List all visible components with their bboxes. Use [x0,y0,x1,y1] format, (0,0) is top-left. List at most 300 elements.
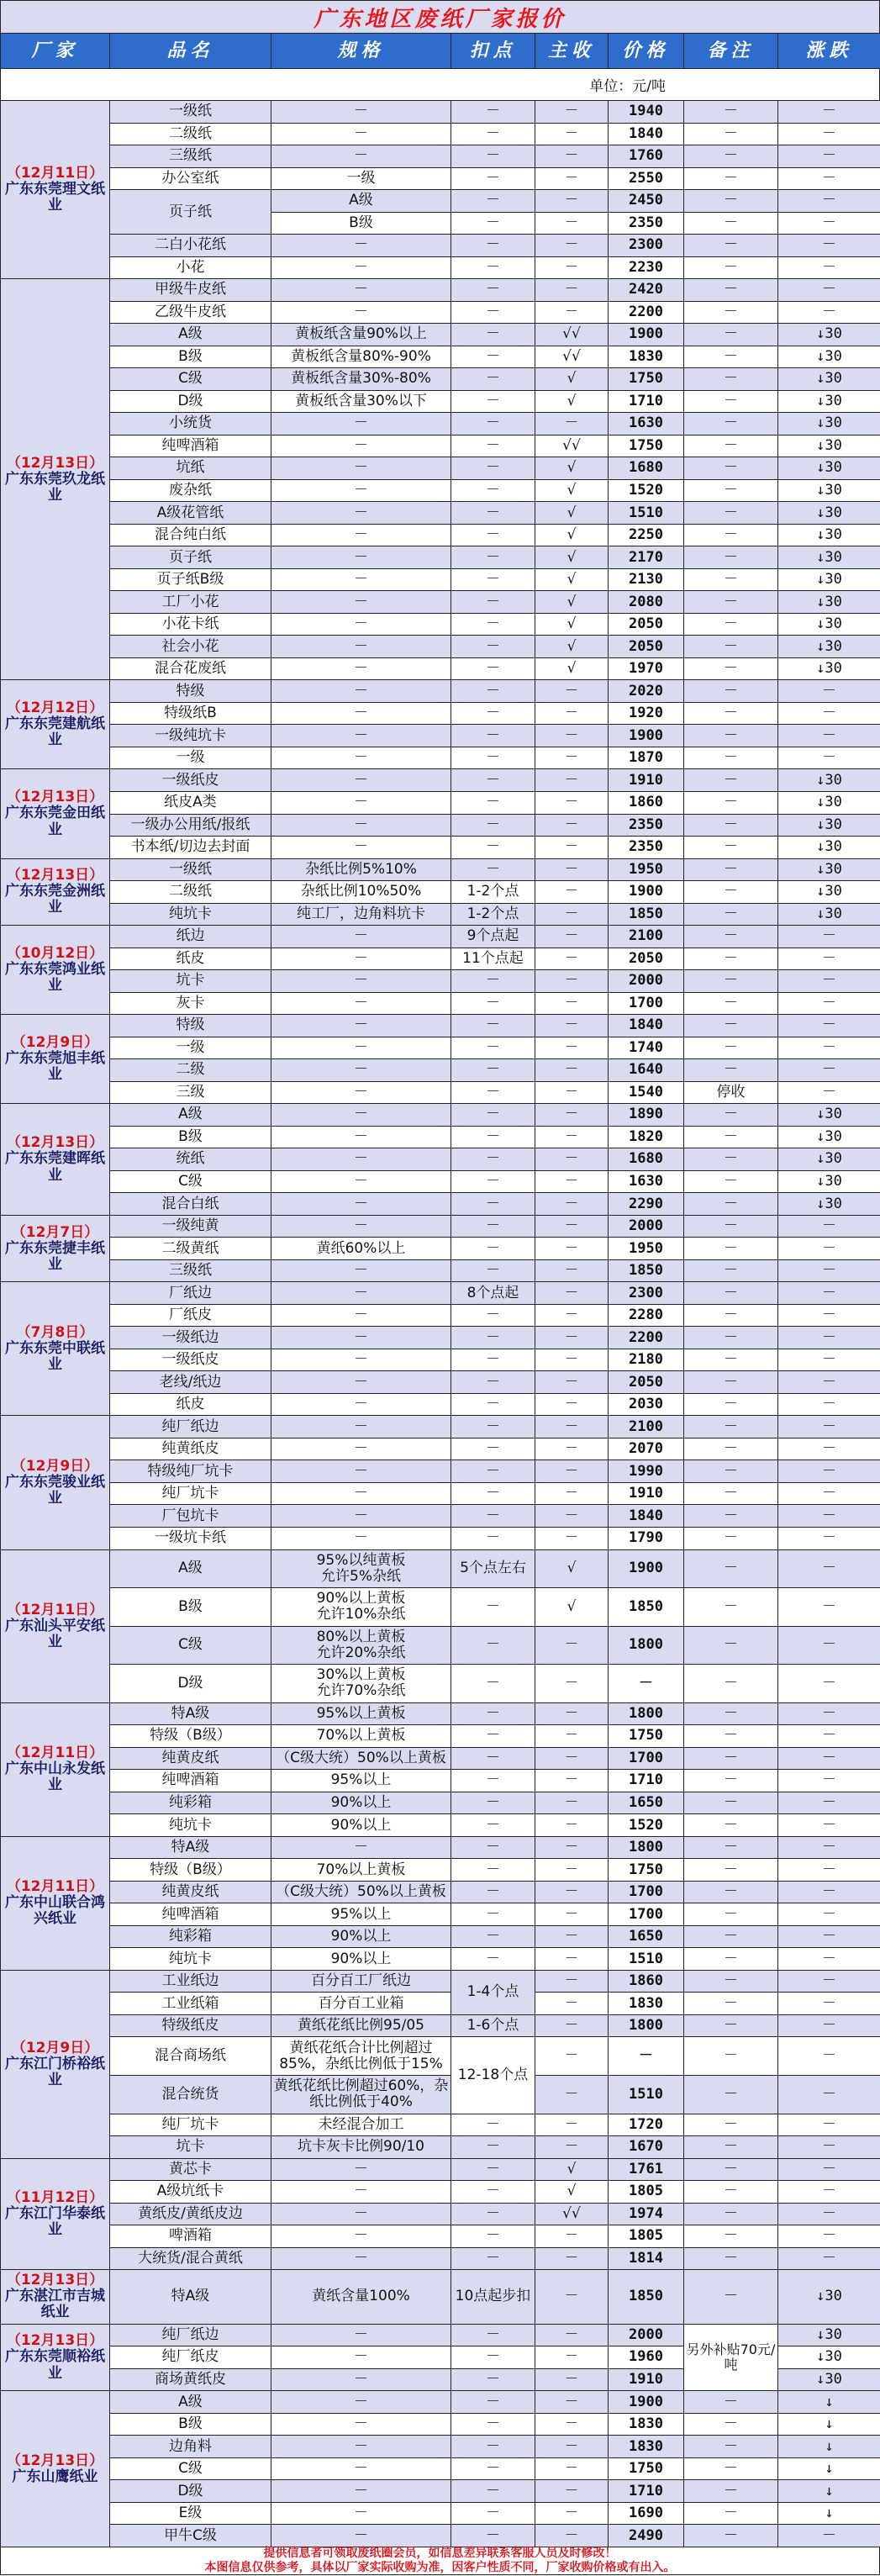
deduction-cell: － [451,2369,535,2392]
spec-cell: － [271,658,451,681]
company-cell [1,1015,110,1104]
spec-cell: 95%以上黄板 [271,1703,451,1726]
product-name: A级花管纸 [110,502,271,525]
deduction-cell: － [451,502,535,525]
product-name: 一级纸皮 [110,1349,271,1372]
change-cell: － [778,1837,880,1860]
price-cell: 1750 [609,435,684,458]
main-collect-cell: － [535,1665,609,1703]
product-name: 纯彩箱 [110,1926,271,1949]
price-cell: 2080 [609,591,684,614]
main-collect-cell: － [535,815,609,837]
spec-cell: － [271,2325,451,2347]
spec-cell: 坑卡灰卡比例90/10 [271,2136,451,2159]
remark-cell: － [684,1703,778,1726]
change-cell: － [778,1993,880,2015]
change-cell: － [778,703,880,726]
price-cell: 1950 [609,859,684,882]
remark-cell: － [684,2204,778,2226]
price-cell: 1830 [609,2436,684,2458]
deduction-cell: － [451,391,535,414]
change-cell: － [778,257,880,280]
change-cell: － [778,2136,880,2159]
company-cell [1,2325,110,2392]
remark-cell: － [684,591,778,614]
deduction-cell: － [451,279,535,302]
change-cell: ↓30 [778,391,880,414]
spec-cell: （C级大统）50%以上黄板 [271,1748,451,1771]
product-name: 厂包坑卡 [110,1505,271,1528]
remark-cell: － [684,1327,778,1349]
company-name: 广东中山永发纸业 [5,1760,105,1794]
main-collect-cell: － [535,2458,609,2481]
spec-cell: － [271,101,451,124]
remark-cell: － [684,1926,778,1949]
main-collect-cell: － [535,1948,609,1971]
main-collect-cell: － [535,1037,609,1060]
main-collect-cell: － [535,1837,609,1860]
spec-cell: B级 [271,213,451,235]
spec-cell: － [271,2414,451,2436]
deduction-cell: － [451,2225,535,2248]
product-name: 工厂小花 [110,591,271,614]
spec-cell: － [271,2525,451,2547]
price-cell: 1840 [609,1505,684,1528]
deduction-cell: － [451,1460,535,1483]
company-date: （12月7日） [11,1223,99,1241]
product-name: 边角料 [110,2436,271,2458]
change-cell: － [778,190,880,213]
remark-cell: － [684,257,778,280]
change-cell: ↓30 [778,368,880,391]
change-cell: － [778,1238,880,1260]
remark-cell: － [684,1171,778,1194]
price-cell: 2000 [609,2325,684,2347]
company-name: 广东山鹰纸业 [12,2468,98,2485]
remark-cell: － [684,1238,778,1260]
product-name: 混合花废纸 [110,658,271,681]
deduction-cell: － [451,658,535,681]
change-cell: － [778,1903,880,1926]
price-cell: 1920 [609,703,684,726]
product-name: A级 [110,2391,271,2414]
main-collect-cell: √ [535,480,609,503]
remark-cell: － [684,1770,778,1792]
main-collect-cell: － [535,792,609,815]
product-name: 小花 [110,257,271,280]
spec-cell: － [271,235,451,257]
spec-cell: 黄纸花纸合计比例超过85%，杂纸比例低于15% [271,2037,451,2076]
spec-cell: － [271,413,451,435]
change-cell: ↓ [778,2458,880,2481]
remark-cell: － [684,324,778,346]
product-name: 纯厂纸边 [110,2325,271,2347]
deduction-cell: － [451,2391,535,2414]
main-collect-cell: √ [535,2159,609,2182]
main-collect-cell: － [535,837,609,859]
deduction-cell: 8个点起 [451,1282,535,1305]
change-cell: － [778,168,880,191]
price-cell: 1750 [609,368,684,391]
change-cell: － [778,1282,880,1305]
price-cell: 1510 [609,1948,684,1971]
main-collect-cell: － [535,1748,609,1771]
spec-cell: 95%以纯黄板 允许5%杂纸 [271,1550,451,1589]
deduction-cell: － [451,1588,535,1627]
deduction-cell: － [451,2325,535,2347]
main-collect-cell: － [535,680,609,703]
price-cell: 2280 [609,1305,684,1328]
product-name: 纯厂纸皮 [110,2346,271,2369]
change-cell: － [778,1082,880,1105]
remark-cell: － [684,213,778,235]
footer-line-2: 本图信息仅供参考，具体以厂家实际收购为准，因客户性质不同，厂家收购价格或有出入。 [204,2561,676,2574]
deduction-cell: － [451,1059,535,1082]
price-cell: 1650 [609,1792,684,1815]
price-cell: 1860 [609,792,684,815]
main-collect-cell: － [535,1015,609,1037]
product-name: 一级办公用纸/报纸 [110,815,271,837]
price-cell: 1680 [609,457,684,480]
remark-cell: － [684,2225,778,2248]
remark-cell: － [684,368,778,391]
deduction-cell: － [451,2248,535,2271]
company-name: 广东东莞玖龙纸业 [5,470,105,504]
company-date: （12月9日） [11,1034,99,1052]
price-cell: 2170 [609,546,684,569]
change-cell: ↓30 [778,2346,880,2369]
company-name: 广东湛江市吉城纸业 [5,2288,105,2321]
deduction-cell: － [451,101,535,124]
product-name: 小统货 [110,413,271,435]
company-name: 广东东莞理文纸业 [5,181,105,214]
product-name: C级 [110,2458,271,2481]
product-name: 纯啤酒箱 [110,1770,271,1792]
remark-cell: － [684,1792,778,1815]
main-collect-cell: － [535,168,609,191]
main-collect-cell: － [535,1882,609,1904]
spec-cell: A级 [271,190,451,213]
header-change: 涨跌 [778,34,880,69]
price-cell: 1680 [609,1148,684,1171]
product-name: 甲级牛皮纸 [110,279,271,302]
deduction-cell: － [451,413,535,435]
deduction-cell: － [451,970,535,993]
product-name: B级 [110,2414,271,2436]
product-name: 纯黄纸皮 [110,1438,271,1461]
spec-cell: － [271,525,451,547]
change-cell: ↓30 [778,2270,880,2325]
remark-cell: － [684,881,778,904]
spec-cell: 70%以上黄板 [271,1725,451,1748]
price-cell: 1750 [609,1725,684,1748]
change-cell: ↓30 [778,792,880,815]
deduction-cell: － [451,1148,535,1171]
company-cell [1,926,110,1015]
change-cell: ↓30 [778,881,880,904]
main-collect-cell: － [535,235,609,257]
deduction-cell: － [451,1015,535,1037]
price-cell: 1750 [609,1859,684,1882]
company-cell [1,1550,110,1703]
spec-cell: － [271,302,451,325]
main-collect-cell: √ [535,636,609,658]
deduction-cell: － [451,2525,535,2547]
unit-label: 单位：元/吨 [0,69,880,101]
product-name: 商场黄纸皮 [110,2369,271,2392]
price-cell: 1900 [609,725,684,747]
main-collect-cell: － [535,1770,609,1792]
product-name: A级 [110,1104,271,1127]
remark-cell: － [684,1859,778,1882]
change-cell: － [778,1305,880,1328]
main-collect-cell: － [535,1305,609,1328]
price-cell: 1510 [609,2076,684,2114]
remark-cell: － [684,948,778,971]
deduction-cell: － [451,1260,535,1283]
header-spec: 规格 [271,34,451,69]
deduction-cell: － [451,1127,535,1149]
deduction-cell: － [451,1305,535,1328]
main-collect-cell: √ [535,1550,609,1589]
spec-cell: － [271,926,451,948]
change-cell: － [778,926,880,948]
spec-cell: － [271,1371,451,1394]
remark-cell: － [684,2136,778,2159]
change-cell: － [778,2076,880,2114]
change-cell: － [778,1349,880,1372]
spec-cell: － [271,725,451,747]
spec-cell: 百分百工业箱 [271,1993,451,2015]
change-cell: － [778,2204,880,2226]
main-collect-cell: √ [535,368,609,391]
main-collect-cell: － [535,2480,609,2503]
price-cell: 2250 [609,525,684,547]
spec-cell: 黄板纸含量30%-80% [271,368,451,391]
price-cell: 1750 [609,2458,684,2481]
product-name: 页子纸 [110,190,271,235]
company-name: 广东东莞鸿业纸业 [5,961,105,995]
company-date: （12月9日） [11,1457,99,1475]
deduction-cell: － [451,769,535,792]
main-collect-cell: － [535,1327,609,1349]
main-collect-cell: － [535,302,609,325]
deduction-cell: － [451,2436,535,2458]
deduction-cell: － [451,1665,535,1703]
remark-cell: － [684,168,778,191]
spec-cell: 一级 [271,168,451,191]
main-collect-cell: － [535,1238,609,1260]
remark-cell: － [684,747,778,770]
product-name: 纯厂坑卡 [110,2114,271,2137]
price-cell: 2350 [609,815,684,837]
remark-cell: － [684,1814,778,1837]
spec-cell: 黄板纸含量30%以下 [271,391,451,414]
remark-cell: － [684,1725,778,1748]
spec-cell: － [271,1837,451,1860]
change-cell: ↓30 [778,614,880,636]
product-name: 纸皮 [110,948,271,971]
spec-cell: － [271,1127,451,1149]
remark-cell: － [684,346,778,369]
change-cell: － [778,2159,880,2182]
company-cell [1,680,110,769]
price-cell: 2300 [609,1282,684,1305]
deduction-cell: － [451,1483,535,1506]
deduction-cell: － [451,2181,535,2204]
product-name: 坑纸 [110,457,271,480]
product-name: 特A级 [110,1837,271,1860]
price-cell: 1910 [609,769,684,792]
price-cell: 1860 [609,1971,684,1993]
change-cell: － [778,1505,880,1528]
product-name: 特A级 [110,1703,271,1726]
deduction-cell: － [451,1171,535,1194]
deduction-cell: － [451,124,535,146]
deduction-cell: － [451,324,535,346]
price-cell: 2020 [609,680,684,703]
product-name: C级 [110,368,271,391]
deduction-cell: － [451,1703,535,1726]
change-cell: ↓30 [778,457,880,480]
deduction-cell: － [451,213,535,235]
remark-cell: － [684,1837,778,1860]
company-name: 广东东莞建航纸业 [5,715,105,749]
main-collect-cell: － [535,970,609,993]
change-cell: － [778,1438,880,1461]
company-date: （12月13日） [6,2332,104,2350]
price-cell: 1830 [609,346,684,369]
spec-cell: － [271,614,451,636]
deduction-cell: － [451,1770,535,1792]
main-collect-cell: － [535,2503,609,2526]
deduction-cell: － [451,190,535,213]
main-collect-cell: － [535,124,609,146]
remark-cell: － [684,636,778,658]
deduction-cell: － [451,1837,535,1860]
spec-cell: － [271,1349,451,1372]
main-collect-cell: √ [535,569,609,592]
main-collect-cell: － [535,881,609,904]
deduction-cell: － [451,2480,535,2503]
main-collect-cell: － [535,993,609,1016]
product-name: 一级纸 [110,101,271,124]
page-title: 广东地区废纸厂家报价 [0,0,880,34]
remark-cell: － [684,1882,778,1904]
spec-cell: － [271,2369,451,2392]
product-name: 黄纸皮/黄纸皮边 [110,2204,271,2226]
change-cell: － [778,2225,880,2248]
main-collect-cell: √√ [535,346,609,369]
remark-cell: － [684,926,778,948]
product-name: 特级 [110,680,271,703]
spec-cell: 黄板纸含量90%以上 [271,324,451,346]
main-collect-cell: － [535,2369,609,2392]
deduction-cell: － [451,1926,535,1949]
main-collect-cell: － [535,1059,609,1082]
company-cell [1,1216,110,1283]
price-cell: 1910 [609,1483,684,1506]
company-name: 广东东莞捷丰纸业 [5,1239,105,1273]
spec-cell: － [271,2458,451,2481]
change-cell: ↓30 [778,904,880,926]
change-cell: － [778,1394,880,1417]
spec-cell: － [271,636,451,658]
remark-cell: － [684,2181,778,2204]
change-cell: － [778,1859,880,1882]
product-name: 办公室纸 [110,168,271,191]
product-name: 特A级 [110,2270,271,2325]
remark-cell: － [684,769,778,792]
main-collect-cell: － [535,2346,609,2369]
change-cell: － [778,2181,880,2204]
company-date: （12月13日） [6,2452,104,2469]
product-name: B级 [110,1127,271,1149]
main-collect-cell: － [535,2414,609,2436]
product-name: 混合商场纸 [110,2037,271,2076]
main-collect-cell: √ [535,546,609,569]
change-cell: － [778,213,880,235]
spec-cell: － [271,2225,451,2248]
remark-cell: － [684,2525,778,2547]
change-cell: ↓30 [778,2369,880,2392]
company-name: 广东东莞顺裕纸业 [5,2348,105,2382]
remark-cell: － [684,1148,778,1171]
main-collect-cell: － [535,725,609,747]
product-name: 一级纸边 [110,1327,271,1349]
product-name: 特级 [110,1015,271,1037]
product-name: 纯坑卡 [110,1814,271,1837]
price-cell: 1650 [609,1926,684,1949]
header-remark: 备注 [684,34,778,69]
change-cell: － [778,1770,880,1792]
deduction-cell: － [451,2414,535,2436]
remark-cell: － [684,2391,778,2414]
spec-cell: 黄板纸含量80%-90% [271,346,451,369]
change-cell: － [778,1882,880,1904]
price-cell: 1700 [609,1903,684,1926]
header-deduction: 扣点 [451,34,535,69]
spec-cell: （C级大统）50%以上黄板 [271,1882,451,1904]
company-name: 广东东莞金洲纸业 [5,883,105,916]
spec-cell: 杂纸比例5%10% [271,859,451,882]
company-name: 广东江门桥裕纸业 [5,2055,105,2088]
remark-cell: － [684,2248,778,2271]
change-cell: － [778,1037,880,1060]
company-cell [1,279,110,680]
deduction-cell: － [451,993,535,1016]
price-cell: 1760 [609,145,684,168]
product-name: 小花卡纸 [110,614,271,636]
change-cell: ↓ [778,2414,880,2436]
company-name: 广东中山联合鸿兴纸业 [5,1894,105,1928]
company-date: （12月13日） [6,867,104,884]
product-name: 甲牛C级 [110,2525,271,2547]
product-name: D级 [110,2480,271,2503]
change-cell: － [778,970,880,993]
price-cell: 1840 [609,1015,684,1037]
remark-cell: － [684,614,778,636]
deduction-cell: 1-6个点 [451,2015,535,2038]
company-date: （12月11日） [6,1745,104,1762]
main-collect-cell: √√ [535,324,609,346]
product-name: 特级纸B [110,703,271,726]
product-name: 一级纸皮 [110,769,271,792]
main-collect-cell: － [535,948,609,971]
product-name: 书本纸/切边去封面 [110,837,271,859]
price-cell: 1820 [609,1127,684,1149]
company-name: 广东东莞骏业纸业 [5,1473,105,1507]
